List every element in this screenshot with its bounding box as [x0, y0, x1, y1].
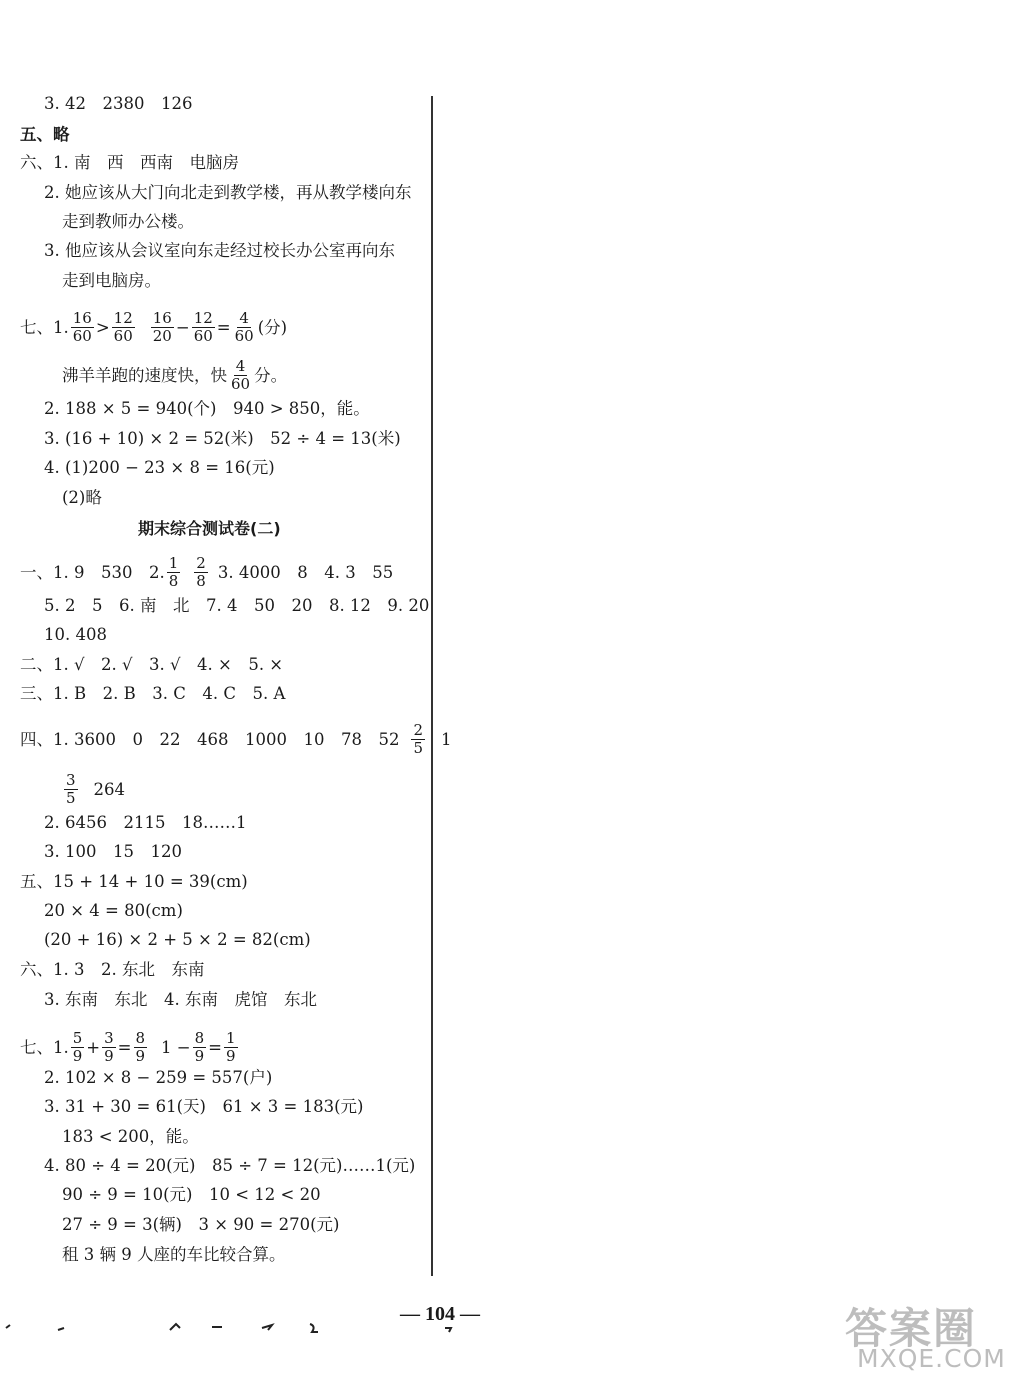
fraction: $\frac{8}{9}$	[194, 1029, 205, 1065]
column-divider	[431, 96, 433, 1276]
fraction-line	[20, 555, 393, 590]
answer-text: 六、1. 南 西 西南 电脑房	[20, 153, 239, 172]
answer-line	[44, 929, 311, 951]
watermark-logo	[843, 1302, 1031, 1372]
answer-text: 3. (16 + 10) × 2 = 52(米) 52 ÷ 4 = 13(米)	[44, 429, 401, 448]
operator: −	[175, 317, 190, 337]
fraction: $\frac{3}{5}$	[66, 771, 76, 807]
answer-text: 4. (1)200 − 23 × 8 = 16(元)	[44, 458, 275, 477]
answer-text: 二、1. √ 2. √ 3. √ 4. × 5. ×	[20, 655, 284, 674]
answer-text: 七、1.	[20, 1037, 69, 1057]
answer-text: 1	[441, 729, 452, 749]
answer-line	[62, 487, 102, 509]
fraction: $\frac{2}{5}$	[413, 721, 423, 757]
answer-line	[44, 457, 275, 479]
operator: >	[95, 317, 110, 337]
answer-text: (2)略	[62, 488, 102, 507]
fraction: $\frac{4}{60}$	[234, 309, 254, 345]
answer-line	[44, 1067, 272, 1089]
answer-text: 3. 42 2380 126	[44, 94, 193, 113]
answer-line	[44, 900, 183, 922]
section-heading	[20, 124, 70, 146]
page-number: — 104 —	[400, 1303, 480, 1325]
answer-text: 走到教师办公楼。	[62, 212, 194, 231]
answer-text: 五、15 + 14 + 10 = 39(cm)	[20, 872, 248, 891]
answer-text: 3. 31 + 30 = 61(天) 61 × 3 = 183(元)	[44, 1097, 364, 1116]
fraction: $\frac{3}{9}$	[104, 1029, 114, 1065]
operator: =	[216, 317, 231, 337]
answer-line	[44, 93, 192, 115]
answer-text: 五、略	[20, 125, 70, 144]
answer-text: 六、1. 3 2. 东北 东南	[20, 960, 205, 979]
answer-line	[20, 871, 248, 893]
answer-text: 3. 100 15 120	[44, 842, 182, 861]
answer-text: 2. 102 × 8 − 259 = 557(户)	[44, 1068, 273, 1087]
answer-text: 租 3 辆 9 人座的车比较合算。	[62, 1245, 286, 1264]
fraction: $\frac{1}{8}$	[168, 554, 179, 590]
fraction-equation	[20, 1030, 240, 1065]
answer-text: 2. 6456 2115 18……1	[44, 813, 247, 832]
answer-text: 七、1.	[20, 317, 69, 337]
answer-text: 4. 80 ÷ 4 = 20(元) 85 ÷ 7 = 12(元)……1(元)	[44, 1156, 416, 1175]
fraction: $\frac{4}{60}$	[231, 357, 251, 393]
answer-line	[44, 240, 395, 262]
operator: 1 −	[161, 1037, 191, 1057]
answer-line	[20, 959, 204, 981]
operator: +	[86, 1037, 101, 1057]
answer-line	[44, 812, 246, 834]
answer-text: 2. 188 × 5 = 940(个) 940 > 850，能。	[44, 399, 370, 418]
answer-line	[62, 1184, 321, 1206]
fraction-equation	[20, 310, 287, 345]
fraction: $\frac{5}{9}$	[72, 1029, 83, 1065]
answer-line	[62, 211, 194, 233]
answer-line	[44, 428, 401, 450]
scan-marks	[0, 1318, 480, 1338]
answer-text: 3. 4000 8 4. 3 55	[217, 562, 394, 582]
answer-line	[62, 1214, 340, 1236]
watermark-url: MXQE.COM	[857, 1344, 1006, 1373]
section-title	[138, 518, 281, 540]
answer-line	[44, 1096, 363, 1118]
answer-text: 27 ÷ 9 = 3(辆) 3 × 90 = 270(元)	[62, 1215, 340, 1234]
fraction-line	[62, 772, 125, 807]
fraction-line	[20, 722, 452, 757]
answer-text: 分。	[254, 365, 288, 385]
answer-text: 一、1. 9 530 2.	[20, 562, 165, 582]
answer-text: 183 < 200，能。	[62, 1127, 199, 1146]
answer-line	[44, 398, 370, 420]
answer-text: 四、1. 3600 0 22 468 1000 10 78 52	[20, 729, 400, 749]
answer-text: 264	[93, 779, 126, 799]
fraction: $\frac{12}{60}$	[193, 309, 213, 345]
answer-line	[20, 654, 283, 676]
answer-text: (20 + 16) × 2 + 5 × 2 = 82(cm)	[44, 930, 311, 949]
answer-text: 2. 她应该从大门向北走到教学楼，再从教学楼向东	[44, 183, 412, 202]
answer-text: 20 × 4 = 80(cm)	[44, 901, 183, 920]
answer-line	[44, 595, 429, 617]
answer-line	[44, 624, 107, 646]
title-text: 期末综合测试卷(二)	[138, 519, 281, 538]
answer-line	[44, 989, 317, 1011]
fraction: $\frac{12}{60}$	[113, 309, 133, 345]
operator: =	[117, 1037, 132, 1057]
fraction-sentence	[62, 358, 287, 393]
operator: =	[208, 1037, 222, 1057]
fraction: $\frac{2}{8}$	[196, 554, 206, 590]
answer-text: 3. 东南 东北 4. 东南 虎馆 东北	[44, 990, 317, 1009]
fraction: $\frac{16}{60}$	[72, 309, 92, 345]
answer-text: 3. 他应该从会议室向东走经过校长办公室再向东	[44, 241, 395, 260]
answer-line	[62, 1126, 199, 1148]
answer-text: 沸羊羊跑的速度快，快	[62, 365, 227, 385]
fraction: $\frac{16}{20}$	[152, 309, 172, 345]
answer-line	[44, 182, 412, 204]
answer-text: 走到电脑房。	[62, 271, 161, 290]
answer-line	[62, 1244, 285, 1266]
answer-text: 三、1. B 2. B 3. C 4. C 5. A	[20, 684, 286, 703]
answer-line	[44, 1155, 415, 1177]
answer-line	[62, 270, 161, 292]
answer-text: 90 ÷ 9 = 10(元) 10 < 12 < 20	[62, 1185, 321, 1204]
answer-text: 10. 408	[44, 625, 107, 644]
answer-text: 5. 2 5 6. 南 北 7. 4 50 20 8. 12 9. 20	[44, 596, 430, 615]
answer-line	[44, 841, 182, 863]
answer-line	[20, 683, 285, 705]
answer-text: (分)	[257, 317, 288, 337]
watermark-text: 答案圈	[845, 1304, 978, 1353]
fraction: $\frac{1}{9}$	[226, 1029, 236, 1065]
answer-line	[20, 152, 239, 174]
fraction: $\frac{8}{9}$	[135, 1029, 146, 1065]
